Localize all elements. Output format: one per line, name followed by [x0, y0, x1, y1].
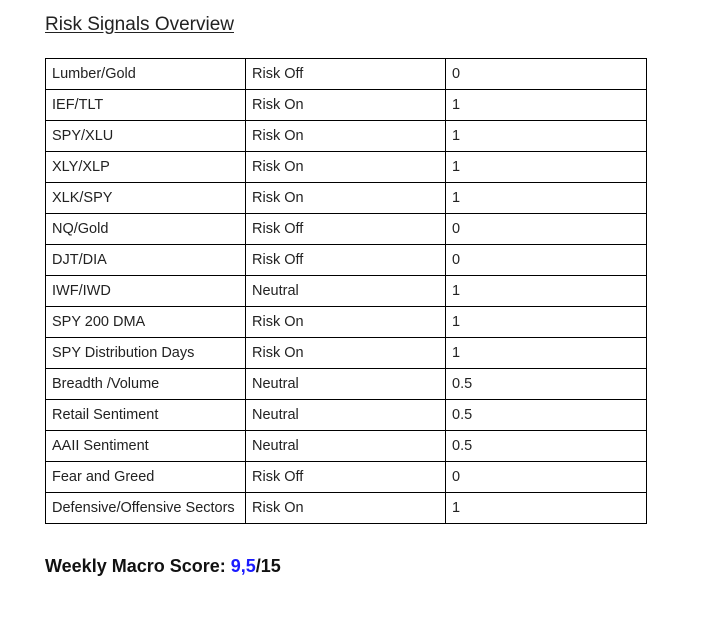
signal-name-cell: Retail Sentiment — [46, 400, 246, 431]
signal-score-cell: 0.5 — [446, 431, 647, 462]
signal-name-cell: SPY 200 DMA — [46, 307, 246, 338]
signal-score-cell: 0.5 — [446, 400, 647, 431]
table-row — [46, 400, 647, 431]
signal-status-cell: Risk On — [246, 307, 446, 338]
table-row — [46, 214, 647, 245]
table-row — [46, 493, 647, 524]
table-row — [46, 307, 647, 338]
signal-status-cell: Neutral — [246, 369, 446, 400]
signal-score-cell: 0 — [446, 462, 647, 493]
signal-score-cell: 1 — [446, 276, 647, 307]
table-row — [46, 431, 647, 462]
signal-score-cell: 1 — [446, 493, 647, 524]
signal-name-cell: SPY/XLU — [46, 121, 246, 152]
signal-score-cell: 1 — [446, 307, 647, 338]
signal-name-cell: AAII Sentiment — [46, 431, 246, 462]
table-row — [46, 152, 647, 183]
weekly-macro-score — [45, 556, 281, 577]
page-title: Risk Signals Overview — [45, 14, 234, 35]
signal-score-cell: 0 — [446, 214, 647, 245]
signal-score-cell: 1 — [446, 90, 647, 121]
table-row — [46, 245, 647, 276]
signal-status-cell: Risk On — [246, 90, 446, 121]
table-row — [46, 183, 647, 214]
signal-status-cell: Risk On — [246, 183, 446, 214]
signal-name-cell: XLY/XLP — [46, 152, 246, 183]
signal-status-cell: Risk Off — [246, 462, 446, 493]
table-row — [46, 338, 647, 369]
table-row — [46, 90, 647, 121]
signal-name-cell: SPY Distribution Days — [46, 338, 246, 369]
signal-status-cell: Risk Off — [246, 59, 446, 90]
signal-name-cell: Breadth /Volume — [46, 369, 246, 400]
risk-signals-table — [45, 58, 647, 524]
signal-status-cell: Risk On — [246, 338, 446, 369]
signal-name-cell: Lumber/Gold — [46, 59, 246, 90]
signal-status-cell: Risk Off — [246, 214, 446, 245]
table-row — [46, 121, 647, 152]
signal-score-cell: 0 — [446, 59, 647, 90]
signal-score-cell: 1 — [446, 152, 647, 183]
weekly-macro-score-label: Weekly Macro Score: — [45, 556, 231, 576]
weekly-macro-score-total: /15 — [255, 556, 281, 576]
signal-status-cell: Neutral — [246, 276, 446, 307]
table-row — [46, 462, 647, 493]
signal-score-cell: 1 — [446, 121, 647, 152]
signal-score-cell: 1 — [446, 183, 647, 214]
signal-score-cell: 0.5 — [446, 369, 647, 400]
weekly-macro-score-value: 9,5 — [230, 556, 256, 576]
signal-status-cell: Risk On — [246, 493, 446, 524]
signal-name-cell: NQ/Gold — [46, 214, 246, 245]
signal-name-cell: XLK/SPY — [46, 183, 246, 214]
signal-status-cell: Neutral — [246, 400, 446, 431]
signal-status-cell: Neutral — [246, 431, 446, 462]
signal-score-cell: 0 — [446, 245, 647, 276]
signal-score-cell: 1 — [446, 338, 647, 369]
signal-name-cell: Defensive/Offensive Sectors — [46, 493, 246, 524]
signal-name-cell: DJT/DIA — [46, 245, 246, 276]
signal-status-cell: Risk Off — [246, 245, 446, 276]
signal-status-cell: Risk On — [246, 152, 446, 183]
signal-status-cell: Risk On — [246, 121, 446, 152]
table-row — [46, 369, 647, 400]
signal-name-cell: Fear and Greed — [46, 462, 246, 493]
signal-name-cell: IEF/TLT — [46, 90, 246, 121]
table-row — [46, 276, 647, 307]
table-row — [46, 59, 647, 90]
risk-signals-table-body — [46, 59, 647, 524]
signal-name-cell: IWF/IWD — [46, 276, 246, 307]
